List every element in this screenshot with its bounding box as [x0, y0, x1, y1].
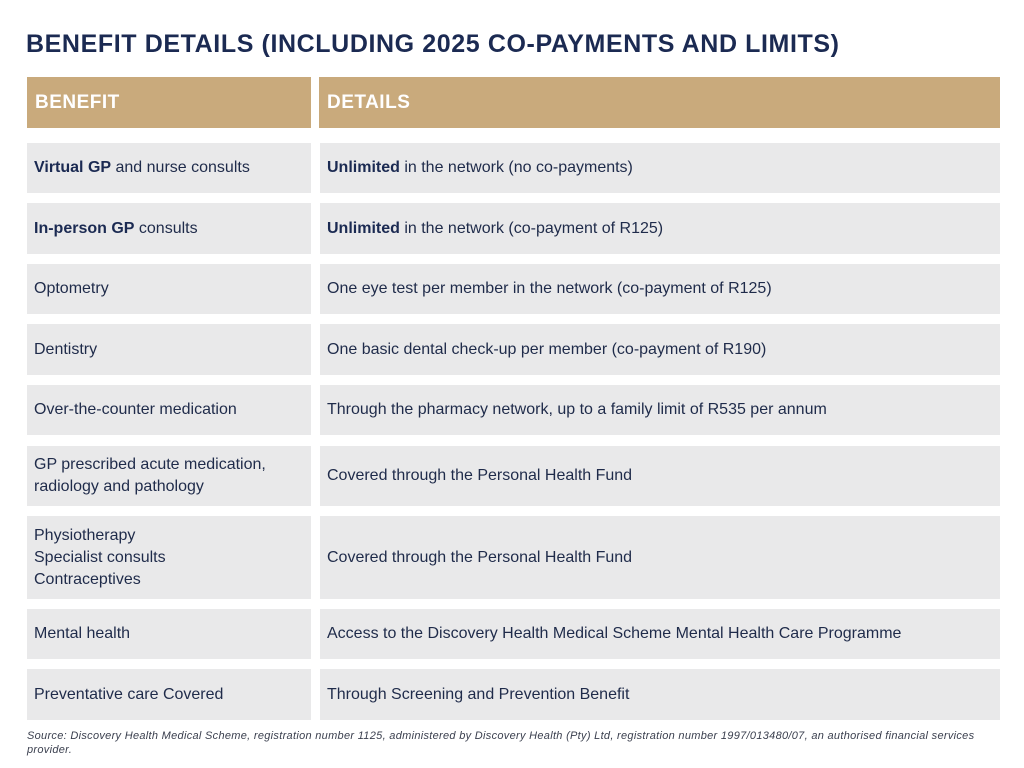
benefit-cell-physiotherapy	[27, 516, 311, 599]
benefit-cell-acute-medication	[27, 446, 311, 506]
details-bold-text: Unlimited	[327, 219, 400, 237]
benefit-line: Specialist consults	[34, 548, 166, 566]
benefit-cell-otc-medication: Over-the-counter medication	[27, 385, 311, 435]
page-title: BENEFIT DETAILS (INCLUDING 2025 CO-PAYMENTS AND LIMITS)	[26, 30, 840, 58]
details-cell-dentistry: One basic dental check-up per member (co-payment of R190)	[320, 324, 1000, 375]
benefit-cell-optometry: Optometry	[27, 264, 311, 314]
column-header-details: DETAILS	[319, 77, 1000, 128]
source-footnote: Source: Discovery Health Medical Scheme, registration number 1125, administered by Discovery Health (Pty) Ltd, registration number 1997/013480/07, an authorised financial services provider.	[27, 730, 975, 756]
benefit-cell-virtual-gp	[27, 143, 311, 193]
details-text: in the network (no co-payments)	[399, 159, 633, 176]
benefit-line: Contraceptives	[34, 570, 141, 588]
benefit-cell-dentistry: Dentistry	[27, 324, 311, 375]
details-cell-acute-medication: Covered through the Personal Health Fund	[320, 446, 1000, 506]
benefit-cell-mental-health: Mental health	[27, 609, 311, 659]
benefit-text: and nurse consults	[111, 159, 250, 176]
benefit-text: consults	[134, 219, 198, 237]
details-cell-in-person-gp	[320, 203, 1000, 254]
benefit-cell-in-person-gp	[27, 203, 311, 254]
details-cell-preventative-care: Through Screening and Prevention Benefit	[320, 669, 1000, 720]
details-cell-optometry: One eye test per member in the network (co-payment of R125)	[320, 264, 1000, 314]
details-cell-virtual-gp	[320, 143, 1000, 193]
benefit-cell-preventative-care: Preventative care Covered	[27, 669, 311, 720]
details-text: in the network (co-payment of R125)	[399, 219, 664, 237]
details-cell-otc-medication: Through the pharmacy network, up to a family limit of R535 per annum	[320, 385, 1000, 435]
benefit-line: radiology and pathology	[34, 478, 204, 495]
column-header-benefit: BENEFIT	[27, 77, 311, 128]
benefit-line: Physiotherapy	[34, 526, 136, 544]
benefit-bold-text: Virtual GP	[34, 159, 112, 176]
details-bold-text: Unlimited	[327, 159, 400, 176]
benefit-line: GP prescribed acute medication,	[34, 456, 266, 473]
details-cell-physiotherapy: Covered through the Personal Health Fund	[320, 516, 1000, 599]
details-cell-mental-health: Access to the Discovery Health Medical Scheme Mental Health Care Programme	[320, 609, 1000, 659]
benefit-bold-text: In-person GP	[34, 219, 135, 237]
